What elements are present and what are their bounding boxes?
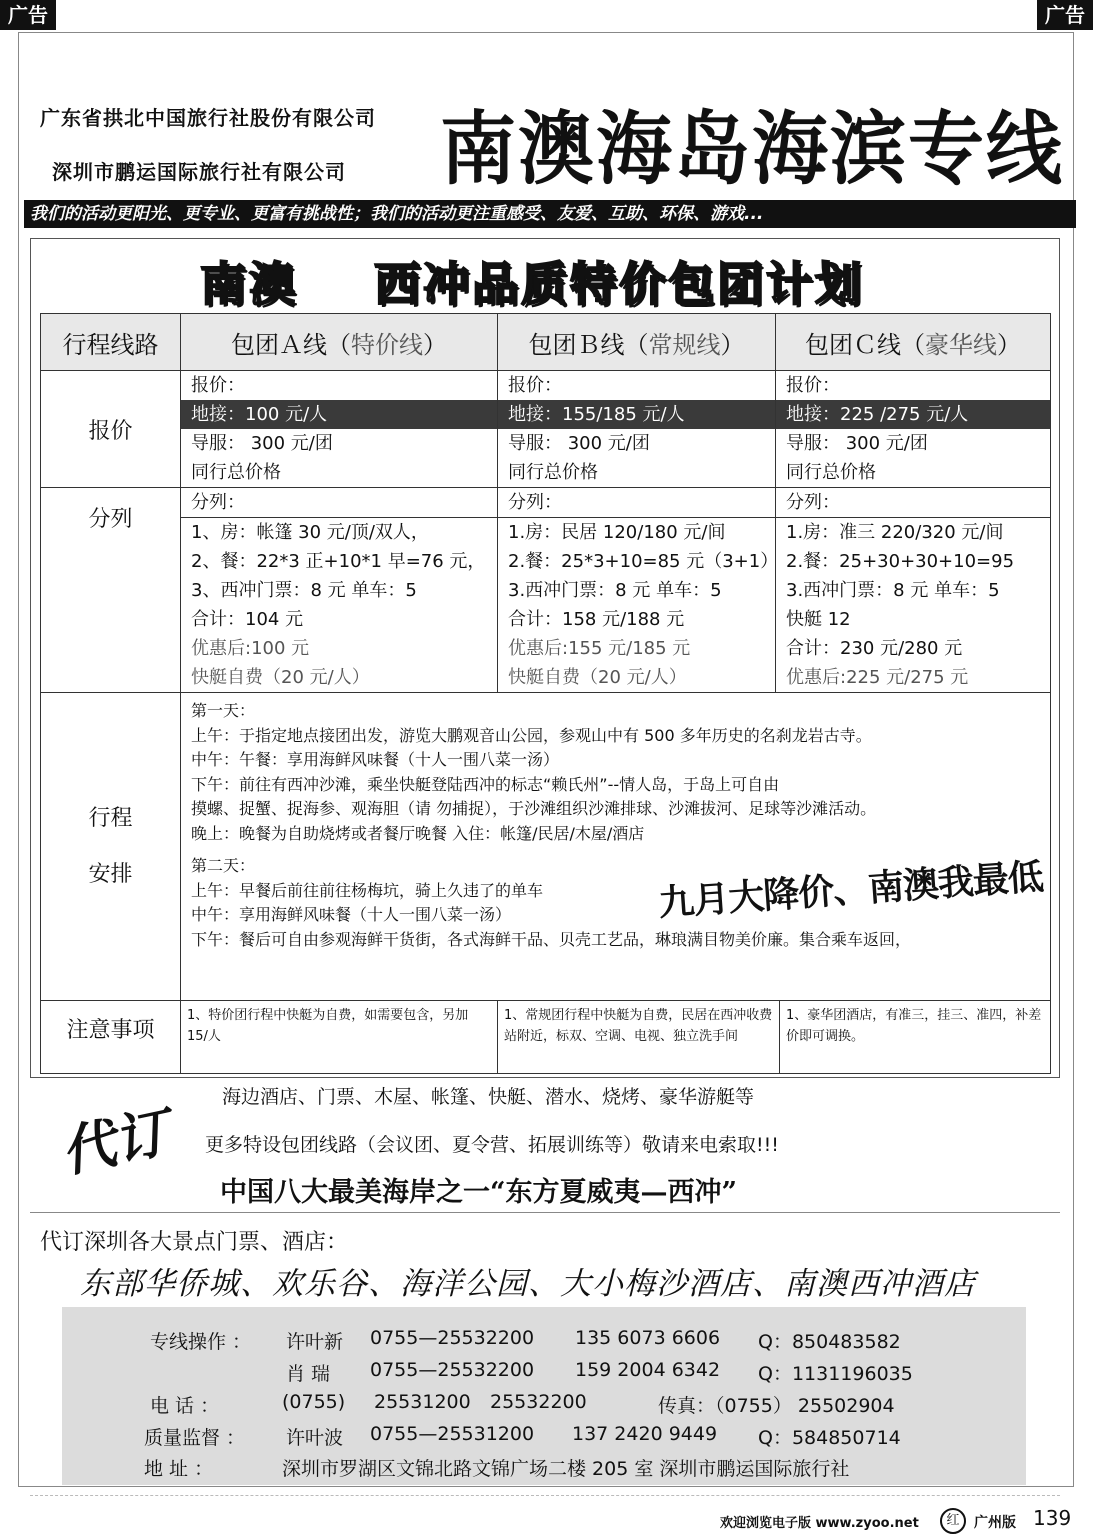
contact-label: 电 话 ： bbox=[150, 1395, 220, 1417]
line-a-suffix: ） bbox=[423, 330, 447, 359]
price-b-l1: 报价： bbox=[508, 375, 562, 396]
header-line-c bbox=[776, 314, 1051, 371]
itinerary-line: 上午：于指定地点接团出发，游览大鹏观音山公园，参观山中有 500 多年历史的名刹龙岩古寺。 bbox=[191, 725, 872, 745]
breakdown-a-boat: 快艇自费（20 元/人） bbox=[191, 667, 370, 688]
contact-qq: Q：584850714 bbox=[758, 1427, 901, 1449]
divider bbox=[30, 1212, 1060, 1213]
price-b-l3: 导服： 300 元/团 bbox=[508, 433, 650, 454]
itinerary-label-2: 安排 bbox=[88, 861, 133, 887]
table-header-row bbox=[41, 314, 1051, 371]
breakdown-b-line: 3.西冲门票：8 元 单车：5 bbox=[508, 580, 722, 601]
line-a-prefix: 包团Ａ线（ bbox=[231, 330, 351, 359]
plan-table bbox=[40, 313, 1051, 1074]
note-a: 1、特价团行程中快艇为自费，如需要包含，另加 15/人 bbox=[181, 1001, 498, 1074]
breakdown-c-line: 1.房：准三 220/320 元/间 bbox=[786, 522, 1004, 543]
itinerary-line: 中午：享用海鲜风味餐（十人一围八菜一汤） bbox=[191, 905, 512, 924]
itinerary-line: 上午：早餐后前往前往杨梅坑，骑上久违了的单车 bbox=[191, 880, 544, 900]
contact-mobile: 137 2420 9449 bbox=[572, 1423, 718, 1445]
itinerary-line: 下午：前往有西冲沙滩，乘坐快艇登陆西冲的标志“赖氏州”--情人岛，于岛上可自由 bbox=[191, 774, 780, 794]
contact-name: 肖 瑞 bbox=[286, 1363, 331, 1385]
line-b-prefix: 包团Ｂ线（ bbox=[528, 330, 649, 359]
notes-bc bbox=[498, 1001, 1051, 1074]
price-a-l4: 同行总价格 bbox=[191, 462, 281, 483]
contact-name: 许叶波 bbox=[286, 1427, 344, 1449]
company-name-2: 深圳市鹏运国际旅行社有限公司 bbox=[52, 160, 346, 184]
agent-heading: 代订深圳各大景点门票、酒店： bbox=[40, 1230, 349, 1255]
contact-mobile: 135 6073 6606 bbox=[575, 1327, 721, 1349]
breakdown-c-line: 2.餐：25+30+30+10=95 bbox=[786, 551, 1015, 572]
breakdown-cell-b bbox=[498, 488, 779, 693]
price-row bbox=[41, 371, 1051, 488]
itinerary-cell bbox=[181, 693, 1051, 1001]
line-c-type: 豪华线 bbox=[925, 330, 997, 359]
breakdown-cell-a bbox=[181, 488, 498, 693]
contact-name: 许叶新 bbox=[286, 1331, 344, 1353]
contact-tel: 0755—25532200 bbox=[370, 1359, 535, 1381]
notes-label: 注意事项 bbox=[41, 1001, 181, 1074]
breakdown-label: 分列 bbox=[41, 488, 181, 693]
coast-slogan: 中国八大最美海岸之一“东方夏威夷—西冲” bbox=[220, 1177, 738, 1208]
line-c-prefix: 包团Ｃ线（ bbox=[805, 330, 925, 359]
header-line-b bbox=[498, 314, 776, 371]
itinerary-line: 摸螺、捉蟹、捉海参、观海胆（请 勿捕捉），于沙滩组织沙滩排球、沙滩拔河、足球等沙滩活动。 bbox=[191, 799, 877, 818]
contact-address: 深圳市罗湖区文锦北路文锦广场二楼 205 室 深圳市鹏运国际旅行社 bbox=[282, 1458, 850, 1480]
scenic-spots: 东部华侨城、欢乐谷、海洋公园、大小梅沙酒店、南澳西冲酒店 bbox=[80, 1266, 976, 1302]
breakdown-c-discount: 优惠后:225 元/275 元 bbox=[786, 667, 969, 688]
contact-fax: 传真：（0755） 25502904 bbox=[658, 1395, 895, 1417]
price-b-l4: 同行总价格 bbox=[508, 462, 598, 483]
itinerary-line: 第一天： bbox=[191, 701, 256, 720]
contact-mobile: 159 2004 6342 bbox=[575, 1359, 721, 1381]
dai-ding-text: 代订 bbox=[55, 1100, 175, 1185]
breakdown-c-list bbox=[776, 517, 1050, 692]
breakdown-a-list bbox=[181, 517, 497, 692]
breakdown-b-discount: 优惠后:155 元/185 元 bbox=[508, 638, 691, 659]
breakdown-c-line: 合计：230 元/280 元 bbox=[786, 638, 963, 659]
breakdown-b-line: 合计：158 元/188 元 bbox=[508, 609, 685, 630]
ad-tag-left: 广告 bbox=[0, 0, 56, 30]
itinerary-row bbox=[41, 693, 1051, 1001]
line-b-type: 常规线 bbox=[648, 330, 721, 359]
contact-qq: Q：1131196035 bbox=[758, 1363, 913, 1385]
price-c-l3: 导服： 300 元/团 bbox=[786, 433, 928, 454]
note-c: 1、豪华团酒店，有准三，挂三、准四，补差价即可调换。 bbox=[786, 1008, 1042, 1044]
line-c-suffix: ） bbox=[997, 330, 1021, 359]
breakdown-a-line: 3、西冲门票：8 元 单车：5 bbox=[191, 580, 417, 601]
breakdown-c-head: 分列： bbox=[786, 492, 840, 513]
breakdown-b-line: 1.房：民居 120/180 元/间 bbox=[508, 522, 726, 543]
page-title: 南澳海岛海滨专线 bbox=[440, 102, 1064, 196]
contact-tel: 0755—25531200 bbox=[370, 1423, 535, 1445]
footer-divider bbox=[30, 1495, 1060, 1497]
header-line-a bbox=[181, 314, 498, 371]
breakdown-a-line: 合计：104 元 bbox=[191, 609, 304, 630]
price-a-l2: 地接：100 元/人 bbox=[181, 400, 497, 429]
breakdown-a-line: 1、房：帐篷 30 元/顶/双人， bbox=[191, 522, 429, 543]
price-c-l4: 同行总价格 bbox=[786, 462, 876, 483]
price-b-l2: 地接：155/185 元/人 bbox=[498, 400, 775, 429]
header-route: 行程线路 bbox=[41, 314, 181, 371]
itinerary-line: 下午：餐后可自由参观海鲜干货街，各式海鲜干品、贝壳工艺品，琳琅满目物美价廉。集合乘车返回， bbox=[191, 929, 912, 949]
price-cell-b bbox=[498, 371, 776, 488]
itinerary-label-1: 行程 bbox=[88, 805, 133, 831]
more-routes-text: 更多特设包团线路（会议团、夏令营、拓展训练等）敬请来电索取!!! bbox=[205, 1134, 779, 1156]
breakdown-b-list bbox=[498, 517, 779, 692]
breakdown-c-line: 快艇 12 bbox=[786, 609, 851, 630]
breakdown-c-line: 3.西冲门票：8 元 单车：5 bbox=[786, 580, 1000, 601]
breakdown-b-line: 2.餐：25*3+10=85 元（3+1） bbox=[508, 551, 779, 572]
breakdown-b-boat: 快艇自费（20 元/人） bbox=[508, 667, 687, 688]
company-name-1: 广东省拱北中国旅行社股份有限公司 bbox=[40, 106, 376, 130]
breakdown-cell-c bbox=[776, 488, 1051, 693]
contact-label: 质量监督 ： bbox=[144, 1427, 246, 1449]
itinerary-line: 第二天： bbox=[191, 856, 256, 875]
footer-edition: 广州版 bbox=[974, 1515, 1016, 1531]
slogan-banner: 我们的活动更阳光、更专业、更富有挑战性；我们的活动更注重感受、友爱、互助、环保、游戏... bbox=[24, 200, 1076, 228]
red-logo-icon: 红 bbox=[940, 1508, 966, 1534]
breakdown-a-head: 分列： bbox=[191, 492, 245, 513]
contact-qq: Q：850483582 bbox=[758, 1331, 901, 1353]
price-a-l1: 报价： bbox=[191, 375, 245, 396]
itinerary-line: 晚上：晚餐为自助烧烤或者餐厅晚餐 入住：帐篷/民居/木屋/酒店 bbox=[191, 823, 645, 843]
line-b-suffix: ） bbox=[720, 330, 745, 359]
ad-tag-right: 广告 bbox=[1037, 0, 1093, 30]
price-cell-a bbox=[181, 371, 498, 488]
breakdown-b-head: 分列： bbox=[508, 492, 562, 513]
contact-box bbox=[62, 1307, 1026, 1485]
contact-area: (0755) bbox=[282, 1391, 346, 1413]
notes-row bbox=[41, 1001, 1051, 1074]
contact-phone-2: 25532200 bbox=[490, 1391, 587, 1413]
price-a-l3: 导服： 300 元/团 bbox=[191, 433, 333, 454]
breakdown-a-line: 2、餐：22*3 正+10*1 早=76 元， bbox=[191, 551, 486, 572]
contact-phone-1: 25531200 bbox=[374, 1391, 471, 1413]
breakdown-row bbox=[41, 488, 1051, 693]
promo-text: 九月大降价、南澳我最低 bbox=[657, 856, 1045, 925]
services-text: 海边酒店、门票、木屋、帐篷、快艇、潜水、烧烤、豪华游艇等 bbox=[222, 1086, 755, 1108]
contact-tel: 0755—25532200 bbox=[370, 1327, 535, 1349]
price-c-l2: 地接：225 /275 元/人 bbox=[776, 400, 1050, 429]
plan-title: 南澳 西冲品质特价包团计划 bbox=[200, 257, 865, 311]
breakdown-a-discount: 优惠后:100 元 bbox=[191, 638, 310, 659]
note-b: 1、常规团行程中快艇为自费，民居在西冲收费站附近，标双、空调、电视、独立洗手间 bbox=[498, 1001, 780, 1073]
price-cell-c bbox=[776, 371, 1051, 488]
page-number: 139 bbox=[1033, 1506, 1072, 1530]
footer-text: 欢迎浏览电子版 www.zyoo.net bbox=[720, 1516, 919, 1531]
itinerary-label bbox=[41, 693, 181, 1001]
price-c-l1: 报价： bbox=[786, 375, 840, 396]
contact-label: 专线操作 ： bbox=[150, 1331, 252, 1353]
itinerary-line: 中午：午餐：享用海鲜风味餐（十人一围八菜一汤） bbox=[191, 750, 560, 769]
price-label: 报价 bbox=[41, 371, 181, 488]
line-a-type: 特价线 bbox=[351, 330, 423, 359]
contact-label: 地 址 ： bbox=[144, 1458, 214, 1480]
